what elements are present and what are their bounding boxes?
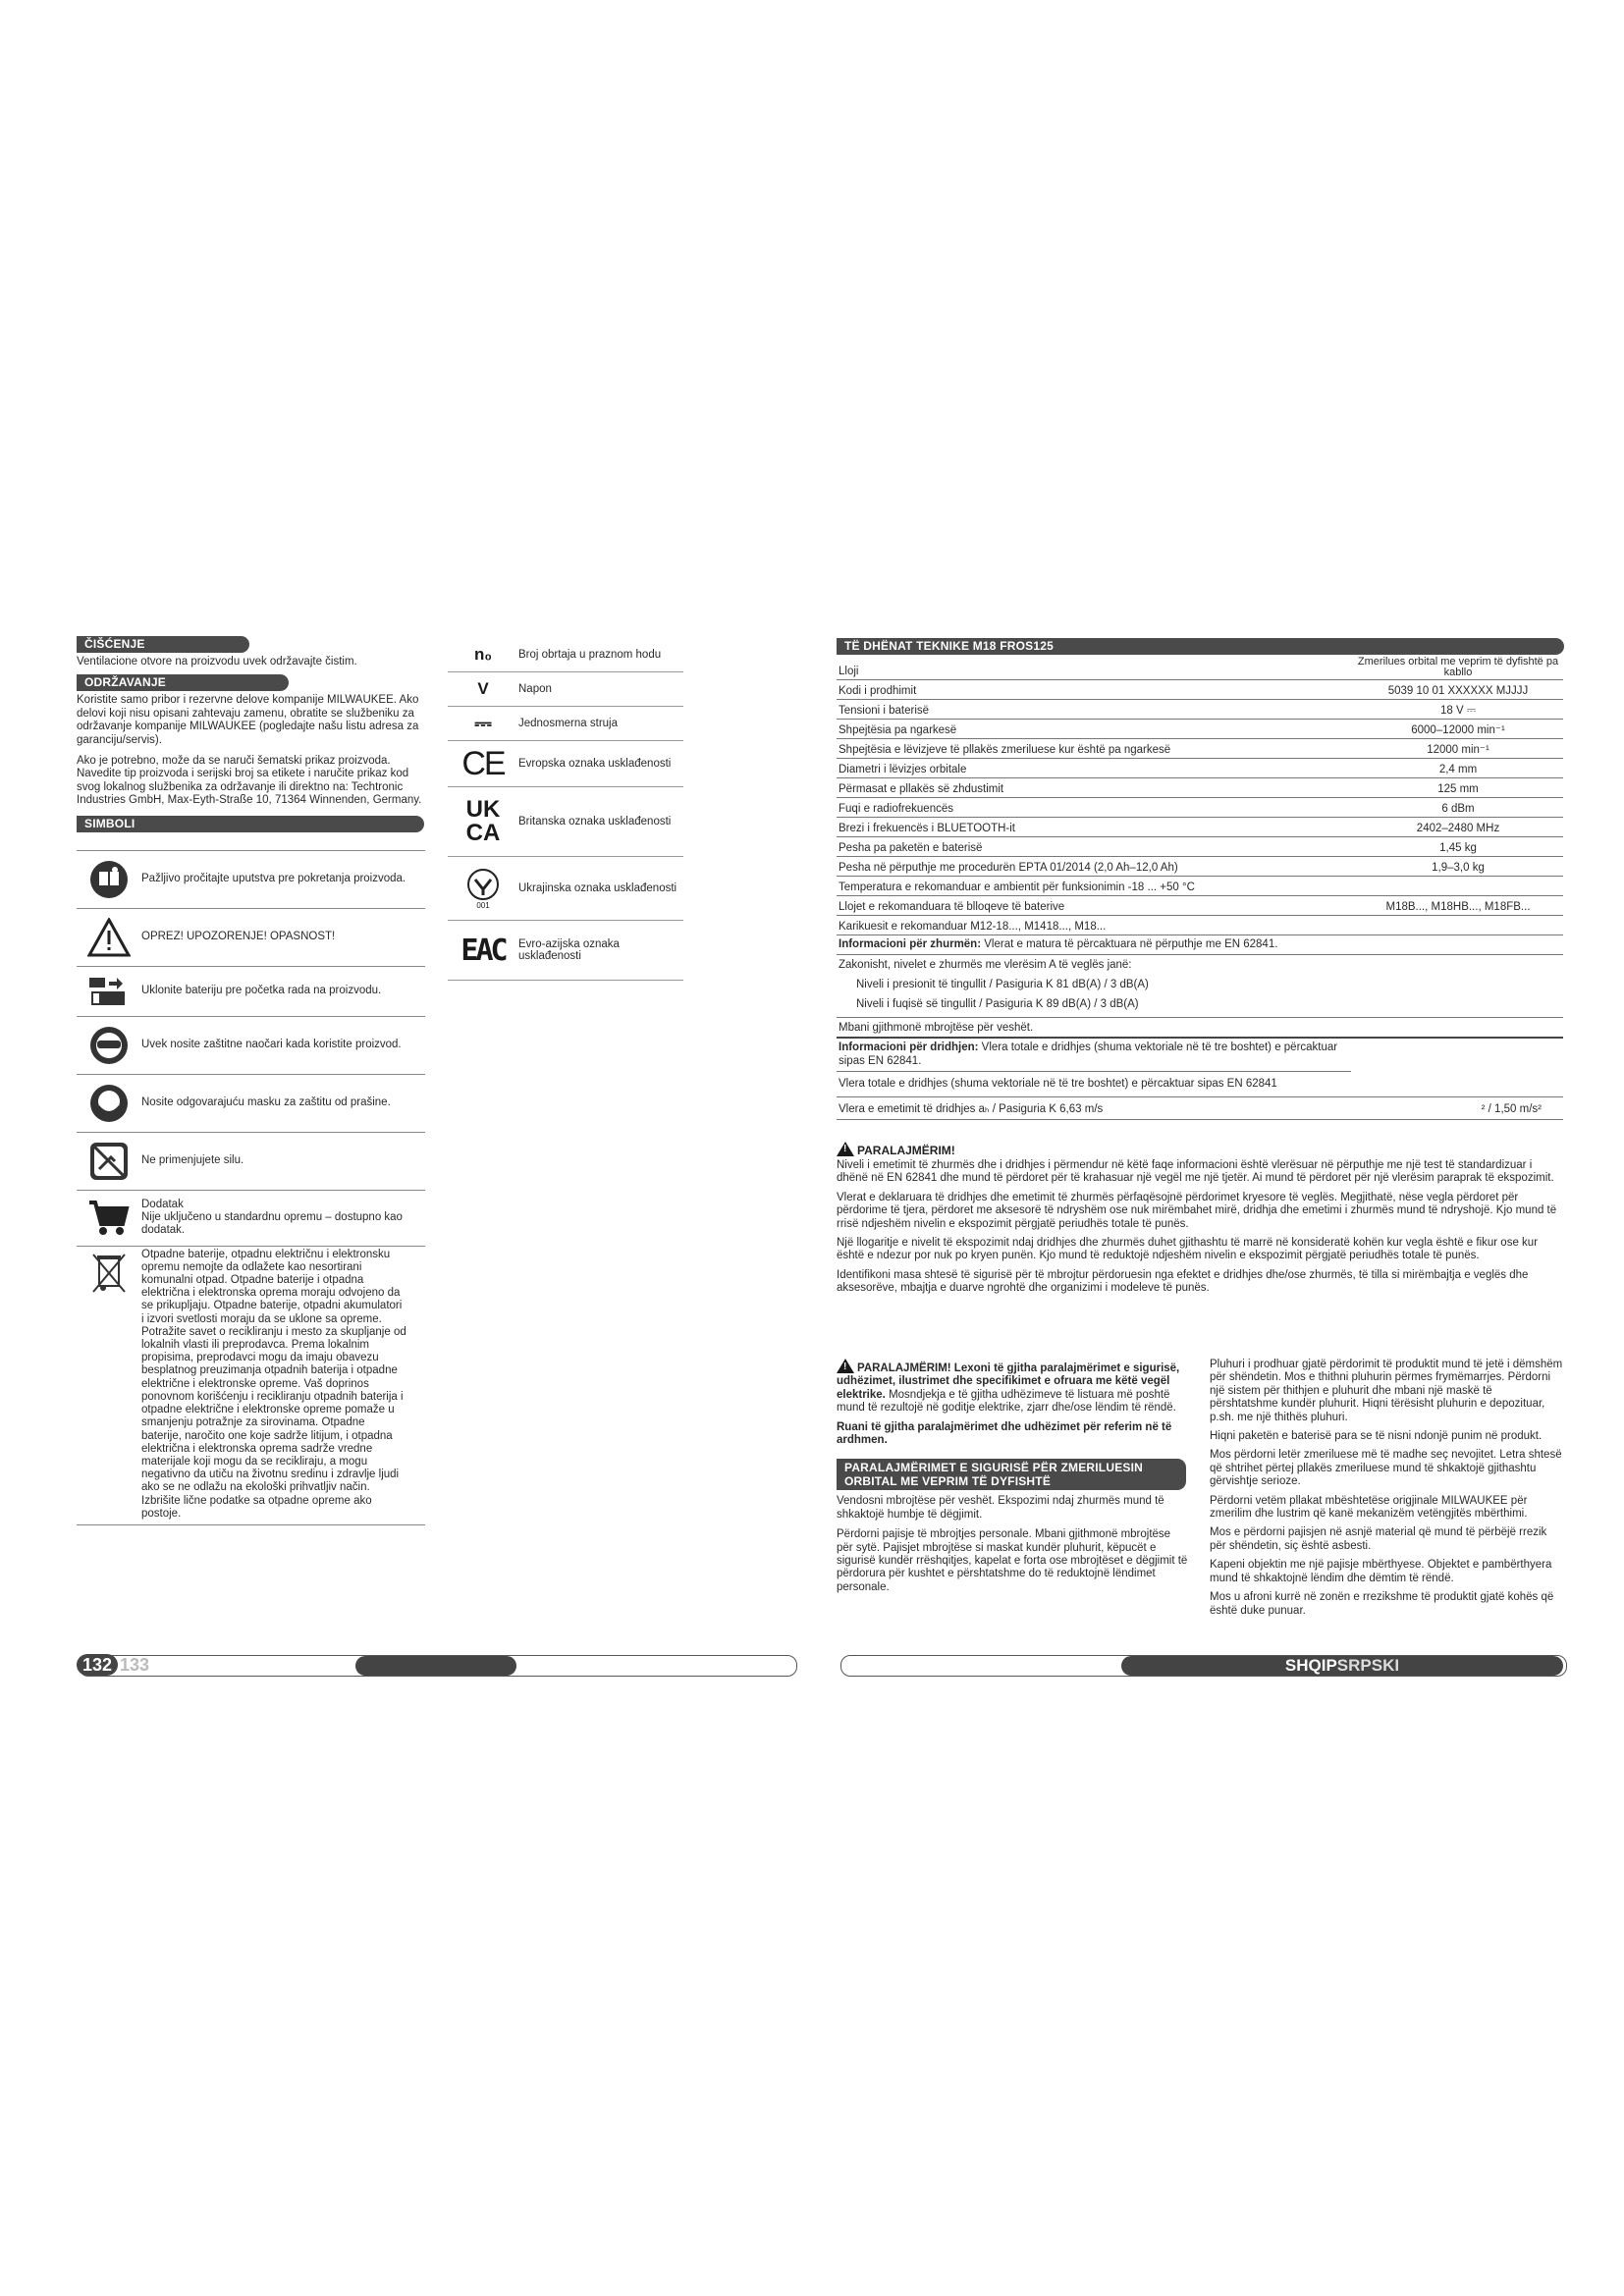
crossed-bin-icon: [77, 1249, 141, 1296]
read-manual-icon: [77, 860, 141, 899]
symbol-row: [448, 787, 683, 857]
symbol-text: Uvek nosite zaštitne naočari kada koristite proizvod.: [141, 1039, 402, 1051]
tech-label: Pesha pa paketën e baterisë: [837, 837, 1353, 857]
tech-label: Përmasat e pllakës së zhdustimit: [837, 778, 1353, 798]
right-page: [837, 638, 1568, 1659]
tech-value: 6 dBm: [1353, 798, 1563, 818]
tech-value: [1353, 877, 1563, 896]
ukca-mark-icon: UKCA: [465, 796, 501, 846]
symbol-row: [77, 909, 425, 967]
symbol-text: Broj obrtaja u praznom hodu: [518, 649, 662, 661]
symbol-row: [448, 707, 683, 741]
no-load-speed-icon: n₀: [473, 645, 493, 664]
tech-label: Llojet e rekomanduara të blloqeve të baterive: [837, 896, 1353, 916]
symbol-row: [448, 857, 683, 921]
vibration-emission-value: ² / 1,50 m/s²: [1481, 1103, 1542, 1115]
vibration-title-row: [837, 1039, 1351, 1072]
tech-row: [837, 877, 1563, 896]
left-page: [77, 628, 813, 1688]
voltage-icon: V: [477, 679, 489, 698]
footer-lang-1: SHQIP: [1284, 1656, 1337, 1675]
symbol-row: [77, 1133, 425, 1191]
noise-intro: Zakonisht, nivelet e zhurmës me vlerësim A të veglës janë:: [839, 959, 1132, 971]
symbol-title: Dodatak: [141, 1198, 184, 1210]
page-number-left: 132: [77, 1654, 118, 1676]
right-lower-col-b: [1210, 1359, 1563, 1618]
ce-mark-icon: CE: [461, 744, 505, 782]
symbol-row: [77, 1247, 425, 1525]
warning-triangle-icon: [77, 918, 141, 957]
left-column-2: [448, 638, 683, 981]
noise-section: [837, 935, 1563, 1120]
sander-p2: Përdorni pajisje të mbrojtjes personale. Mbani gjithmonë mbrojtëse për sytë. Pajisjet mbrojtëse si maskat kundër pluhurit, këpucët e sigurisë kundër rrëshqitjes, kapelat e forta ose mbrojtëset e dëgjimit të përdorura për kushtet e përshtatshme do të reduktojnë lëndimet personale.: [837, 1528, 1188, 1593]
symbol-text: Nije uključeno u standardnu opremu – dostupno kao dodatak.: [141, 1211, 403, 1237]
direct-current-icon: ⎓: [474, 711, 492, 735]
tech-row: [837, 759, 1563, 778]
symbol-row: [448, 638, 683, 672]
tech-value: [1353, 916, 1563, 935]
tech-label: Shpejtësia pa ngarkesë: [837, 720, 1353, 739]
vibration-title-rest: Vlera totale e dridhjes (shuma vektoriale në të tre boshtet) e përcaktuar sipas EN 62841.: [839, 1041, 1338, 1067]
tech-row: [837, 680, 1563, 700]
symbol-text: Nosite odgovarajuću masku za zaštitu od prašine.: [141, 1096, 391, 1109]
warning-p1: Niveli i emetimit të zhurmës dhe i dridhjes i përmendur në këtë faqe informacioni është vlerësuar në përputhje me një test të standardizuar i dhënë në EN 62841 dhe mund të përdoret për të krahasuar një vegël me një tjetër. Ai mund të përdoret për një vlerësim paraprak të ekspozimit.: [837, 1159, 1554, 1185]
tech-label: Tensioni i baterisë: [837, 700, 1353, 720]
warning-triangle-icon: [837, 1142, 854, 1156]
ciscenje-heading: ČIŠĆENJE: [77, 636, 249, 653]
sander-p1: Vendosni mbrojtëse për veshët. Ekspozimi ndaj zhurmës mund të shkaktojë humbje të dëgjimit.: [837, 1495, 1164, 1521]
simboli-heading: SIMBOLI: [77, 816, 424, 832]
tech-row: [837, 837, 1563, 857]
noise-title: Informacioni për zhurmën:: [839, 938, 982, 950]
tech-row: [837, 896, 1563, 916]
warning-triangle-icon: [837, 1359, 854, 1373]
left-column-1: [77, 636, 425, 1525]
remove-battery-icon: [77, 974, 141, 1009]
tech-row: [837, 656, 1563, 680]
ua-mark-icon: [448, 868, 518, 910]
page-number-right-faded: 133: [120, 1655, 150, 1675]
tech-value: 6000–12000 min⁻¹: [1353, 720, 1563, 739]
odrzavanje-heading: ODRŽAVANJE: [77, 674, 289, 691]
symbol-row: [77, 851, 425, 909]
symbol-text: Jednosmerna struja: [518, 718, 618, 729]
symbol-text: Ne primenjujete silu.: [141, 1154, 244, 1167]
tech-value: 2402–2480 MHz: [1353, 818, 1563, 837]
warning-block-2: [837, 1359, 1188, 1447]
sander-heading: PARALAJMËRIMET E SIGURISË PËR ZMERILUESIN ORBITAL ME VEPRIM TË DYFISHTË: [837, 1459, 1186, 1490]
tech-label: Diametri i lëvizjes orbitale: [837, 759, 1353, 778]
warning2-keep: Ruani të gjitha paralajmërimet dhe udhëzimet për referim në të ardhmen.: [837, 1420, 1172, 1447]
warning-p2: Vlerat e deklaruara të dridhjes dhe emetimit të zhurmës përfaqësojnë përdorimet kryesore të veglës. Megjithatë, nëse vegla përdoret për përdorime të tjera, përdoret me aksesorë të ndryshëm ose nuk mirëmbahet mirë, dridhja dhe emetimi i zhurmës mund të ndryshojë. Kjo mund të rrisë ndjeshëm nivelin e ekspozimit përgjatë periudhës totale të punës.: [837, 1191, 1557, 1230]
simboli-table: [77, 850, 425, 1525]
vibration-total: Vlera totale e dridhjes (shuma vektoriale në të tre boshtet) e përcaktuar sipas EN 62841: [837, 1072, 1563, 1097]
odrzavanje-p2: Ako je potrebno, može da se naruči šematski prikaz proizvoda. Navedite tip proizvoda i serijski broj sa etikete i naručite prikaz kod svog lokalnog službenika za održavanje ili direktno na: Techtronic Industries GmbH, Max-Eyth-Straße 10, 71364 Winnenden, Germany.: [77, 755, 422, 807]
symbol-text: Evropska oznaka usklađenosti: [518, 758, 672, 770]
tech-label: Pesha në përputhje me procedurën EPTA 01/2014 (2,0 Ah–12,0 Ah): [837, 857, 1353, 877]
noise-title-rest: Vlerat e matura të përcaktuara në përputhje me EN 62841.: [981, 938, 1278, 950]
symbol-text-group: [141, 1199, 425, 1238]
tech-value: 1,9–3,0 kg: [1353, 857, 1563, 877]
tech-row: [837, 720, 1563, 739]
noise-power: Niveli i fuqisë së tingullit / Pasiguria K 89 dB(A) / 3 dB(A): [837, 994, 1563, 1018]
warning-p4: Identifikoni masa shtesë të sigurisë për të mbrojtur përdoruesin nga efektet e dridhjes dhe/ose zhurmës, të tilla si mirëmbajtja e veglës dhe aksesorëve, mbajtja e duarve ngrohtë dhe organizimi i modeleve të punës.: [837, 1268, 1529, 1295]
symbol-row: [77, 967, 425, 1017]
noise-title-row: [837, 935, 1563, 955]
warning-body: [837, 1159, 1563, 1296]
ua-mark-sub: 001: [476, 900, 490, 910]
symbol-text: Ukrajinska oznaka usklađenosti: [518, 882, 677, 894]
tech-value: M18B..., M18HB..., M18FB...: [1353, 896, 1563, 916]
col2-p7: Mos u afroni kurrë në zonën e rrezikshme të produktit gjatë kohës që është duke punuar.: [1210, 1591, 1554, 1617]
warning-title-row: [837, 1142, 1563, 1157]
safety-goggles-icon: [77, 1026, 141, 1065]
right-footer-pill: [1121, 1656, 1563, 1676]
symbol-row: [448, 672, 683, 707]
tech-label: Kodi i prodhimit: [837, 680, 1353, 700]
left-footer-pill: [355, 1656, 516, 1676]
tech-label: Shpejtësia e lëvizjeve të pllakës zmeriluese kur është pa ngarkesë: [837, 739, 1353, 759]
right-lower-col-a: [837, 1359, 1188, 1594]
odrzavanje-p1: Koristite samo pribor i rezervne delove kompanije MILWAUKEE. Ako delovi koji nisu opisani zahtevaju zamenu, obratite se službeniku za održavanje kompanije MILWAUKEE (pogledajte našu listu adresa za garanciju/servis).: [77, 694, 419, 746]
sander-body: [837, 1495, 1188, 1594]
symbol-text: Evro-azijska oznaka usklađenosti: [518, 938, 620, 962]
col2-p3: Mos përdorni letër zmeriluese më të madhe seç nevojitet. Letra shtesë që shtrihet përtej pllakës zmeriluese mund të shkaktojë gjithashtu gërvishtje serioze.: [1210, 1449, 1562, 1488]
symbol-row: [77, 1191, 425, 1247]
cart-icon: [77, 1199, 141, 1238]
symbol-row: [448, 741, 683, 787]
tech-heading: TË DHËNAT TEKNIKE M18 FROS125: [837, 638, 1564, 655]
tech-value: 1,45 kg: [1353, 837, 1563, 857]
col2-p5: Mos e përdorni pajisjen në asnjë material që mund të përbëjë rrezik për shëndetin, siç është asbesti.: [1210, 1526, 1547, 1552]
symbol-row: [77, 1075, 425, 1133]
tech-value: 18 V ⎓: [1353, 700, 1563, 720]
tech-row: [837, 778, 1563, 798]
tech-row: [837, 857, 1563, 877]
tech-row: [837, 798, 1563, 818]
tech-value: Zmerilues orbital me veprim të dyfishtë pa kabllo: [1353, 656, 1563, 680]
warning-block-1: [837, 1142, 1563, 1296]
ciscenje-text: Ventilacione otvore na proizvodu uvek održavajte čistim.: [77, 656, 357, 667]
odrzavanje-body: [77, 694, 425, 807]
vibration-title: Informacioni për dridhjen:: [839, 1041, 979, 1053]
tech-value: 12000 min⁻¹: [1353, 739, 1563, 759]
symbol-text: Britanska oznaka usklađenosti: [518, 816, 672, 828]
noise-pressure: Niveli i presionit të tingullit / Pasiguria K 81 dB(A) / 3 dB(A): [856, 979, 1149, 990]
eac-mark-icon: EAC: [460, 933, 506, 968]
dust-mask-icon: [77, 1084, 141, 1123]
warning2-rest: Mosndjekja e të gjitha udhëzimeve të listuara më poshtë mund të rezultojë në goditje elektrike, zjarr dhe/ose lëndim të rëndë.: [837, 1388, 1176, 1415]
warning-p3: Një llogaritje e nivelit të ekspozimit ndaj dridhjes dhe zhurmës duhet gjithashtu të marrë në konsideratë kohën kur vegla është e fikur ose kur është e ndezur por nuk po kryen punën. Kjo mund të reduktojë ndjeshëm nivelin e ekspozimit përgjatë periudhës totale të punës.: [837, 1237, 1539, 1262]
symbol-text: Otpadne baterije, otpadnu električnu i elektronsku opremu nemojte da odlažete kao nesortirani komunalni otpad. Otpadne baterije i otpadna električna i elektronska oprema moraju odvojeno da se prikupljaju. Otpadne baterije, otpadni akumulatori i izvori svetlosti moraju da se uklone sa opreme. Potražite savet o recikliranju i mesto za skupljanje od lokalnih vlasti ili preprodavca. Prema lokalnim propisima, preprodavci mogu da imaju obavezu besplatnog preuzimanja otpadnih baterija i otpadne električne i elektronske opreme. Vaš doprinos ponovnom korišćenju i recikliranju otpadnih baterija i otpadne električne i elektronske opreme pomaže u smanjenju potražnje za sirovinama. Otpadne baterije, naročito one koje sadrže litijum, i otpadna električna i elektronska oprema sadrže vredne materijale koji mogu da se recikliraju, a mogu negativno da utiču na životnu sredinu i zdravlje ljudi ako se ne odlažu na ekološki prihvatljiv način. Izbrišite lične podatke sa otpadne opreme ako postoje.: [141, 1248, 406, 1520]
tech-label: Karikuesit e rekomanduar M12-18..., M1418..., M18...: [837, 916, 1353, 935]
tech-value: 125 mm: [1353, 778, 1563, 798]
footer-lang-2: SRPSKI: [1336, 1656, 1400, 1675]
tech-label: Lloji: [837, 656, 1353, 680]
col2-p4: Përdorni vetëm pllakat mbështetëse origjinale MILWAUKEE për zmerilim dhe lustrim që kanë mekanizëm vetëngjitës mbërthimi.: [1210, 1494, 1528, 1521]
no-force-icon: [77, 1142, 141, 1181]
symbol-text: Uklonite bateriju pre početka rada na proizvodu.: [141, 985, 382, 997]
tech-row: [837, 818, 1563, 837]
tech-row: [837, 700, 1563, 720]
vibration-emission-row: [837, 1097, 1563, 1120]
symbol-text: Pažljivo pročitajte uputstva pre pokretanja proizvoda.: [141, 873, 406, 885]
tech-label: Brezi i frekuencës i BLUETOOTH-it: [837, 818, 1353, 837]
col2-p1: Pluhuri i prodhuar gjatë përdorimit të produktit mund të jetë i dëmshëm për shëndetin. Mos e thithni pluhurin përmes frymëmarrjes. Përdorni një sistem për thithjen e pluhurit dhe mbani një maskë të përshtatshme kundër pluhurit. Hiqni tërësisht pluhurin e depozituar, p.sh. me një thithës pluhuri.: [1210, 1359, 1563, 1423]
vibration-emission-label: Vlera e emetimit të dridhjes aₕ / Pasiguria K 6,63 m/s: [839, 1103, 1104, 1115]
warning2-bold: PARALAJMËRIM! Lexoni të gjitha paralajmërimet e sigurisë, udhëzimet, ilustrimet dhe specifikimet e ofruara me këtë vegël elektrike.: [837, 1362, 1180, 1401]
warning-title: PARALAJMËRIM!: [857, 1144, 955, 1157]
tech-row: [837, 916, 1563, 935]
symbol-row: [448, 921, 683, 981]
tech-label: Fuqi e radiofrekuencës: [837, 798, 1353, 818]
warning2-text: [837, 1359, 1188, 1415]
tech-label: Temperatura e rekomanduar e ambientit për funksionimin -18 ... +50 °C: [837, 877, 1353, 896]
symbol-text: OPREZ! UPOZORENJE! OPASNOST!: [141, 931, 336, 943]
symbol-row: [77, 1017, 425, 1075]
col2-p6: Kapeni objektin me një pajisje mbërthyese. Objektet e pambërthyera mund të shkaktojnë lëndim dhe dëmtim të rëndë.: [1210, 1559, 1552, 1584]
tech-value: 5039 10 01 XXXXXX MJJJJ: [1353, 680, 1563, 700]
col2-p2: Hiqni paketën e baterisë para se të nisni ndonjë punim në produkt.: [1210, 1430, 1543, 1443]
ear-protection-text: Mbani gjithmonë mbrojtëse për veshët.: [837, 1018, 1563, 1039]
tech-value: 2,4 mm: [1353, 759, 1563, 778]
tech-table: [837, 656, 1563, 935]
symbol-text: Napon: [518, 683, 552, 695]
tech-row: [837, 739, 1563, 759]
